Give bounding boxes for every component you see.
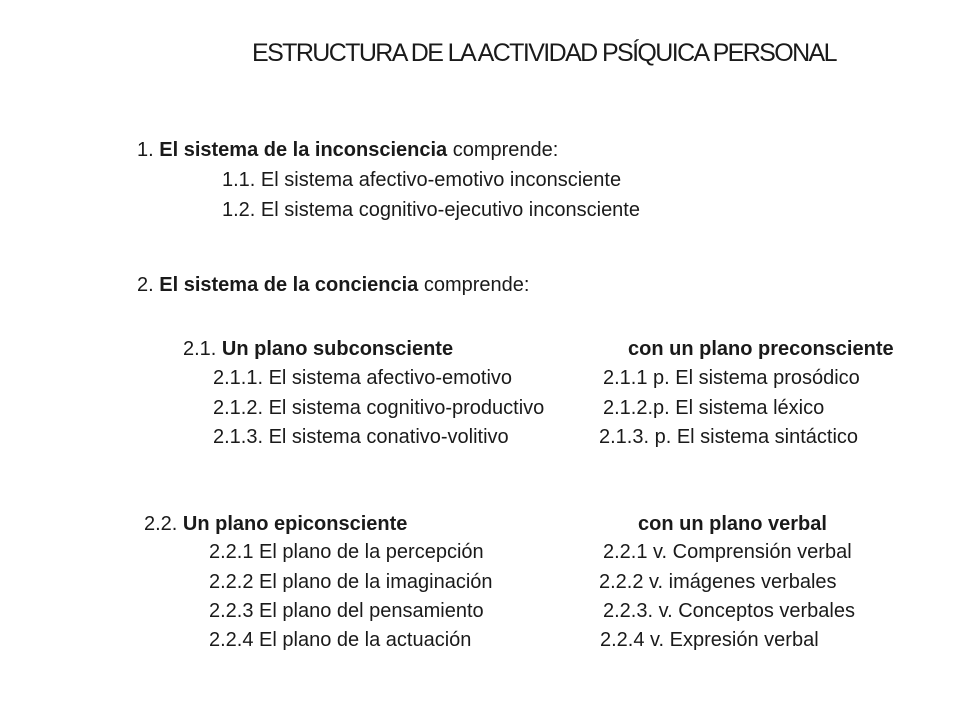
section2-heading (137, 273, 529, 297)
sub22-left-item: 2.2.2 El plano de la imaginación (209, 571, 493, 593)
sub22-right-item: 2.2.1 v. Comprensión verbal (603, 541, 852, 563)
sub22-right-item: 2.2.3. v. Conceptos verbales (603, 600, 855, 622)
section1-item: 1.2. El sistema cognitivo-ejecutivo inconsciente (222, 199, 640, 221)
sub21-number: 2.1. (183, 338, 217, 360)
sub21-right-heading (628, 337, 894, 361)
sub22-number: 2.2. (144, 513, 178, 535)
section2-rest: comprende: (418, 274, 530, 296)
sub21-left-bold: Un plano subconsciente (221, 338, 454, 360)
section2-number: 2. (137, 274, 154, 296)
section1-bold: El sistema de la inconsciencia (159, 139, 448, 161)
sub22-left-item: 2.2.3 El plano del pensamiento (209, 600, 484, 622)
sub22-left-item: 2.2.1 El plano de la percepción (209, 541, 484, 563)
slide-title: ESTRUCTURA DE LA ACTIVIDAD PSÍQUICA PERSONAL (252, 39, 836, 67)
sub22-right-heading (638, 512, 827, 536)
sub21-left-item: 2.1.3. El sistema conativo-volitivo (213, 426, 509, 448)
sub21-right-bold: con un plano preconsciente (628, 338, 894, 360)
sub21-heading (183, 337, 453, 361)
section1-number: 1. (137, 139, 154, 161)
sub22-right-bold: con un plano verbal (638, 513, 827, 535)
section1-heading (137, 138, 558, 162)
sub21-right-item: 2.1.2.p. El sistema léxico (603, 397, 825, 419)
sub21-right-item: 2.1.3. p. El sistema sintáctico (599, 426, 859, 448)
sub22-heading (144, 512, 407, 536)
sub22-left-bold: Un plano epiconsciente (182, 513, 408, 535)
section1-rest: comprende: (447, 139, 559, 161)
section2-bold: El sistema de la conciencia (159, 274, 419, 296)
section1-item: 1.1. El sistema afectivo-emotivo inconsciente (222, 169, 622, 191)
sub22-right-item: 2.2.4 v. Expresión verbal (600, 629, 819, 651)
sub21-left-item: 2.1.1. El sistema afectivo-emotivo (213, 367, 513, 389)
sub21-right-item: 2.1.1 p. El sistema prosódico (603, 367, 860, 389)
sub22-right-item: 2.2.2 v. imágenes verbales (599, 571, 837, 593)
sub21-left-item: 2.1.2. El sistema cognitivo-productivo (213, 397, 545, 419)
sub22-left-item: 2.2.4 El plano de la actuación (209, 629, 472, 651)
